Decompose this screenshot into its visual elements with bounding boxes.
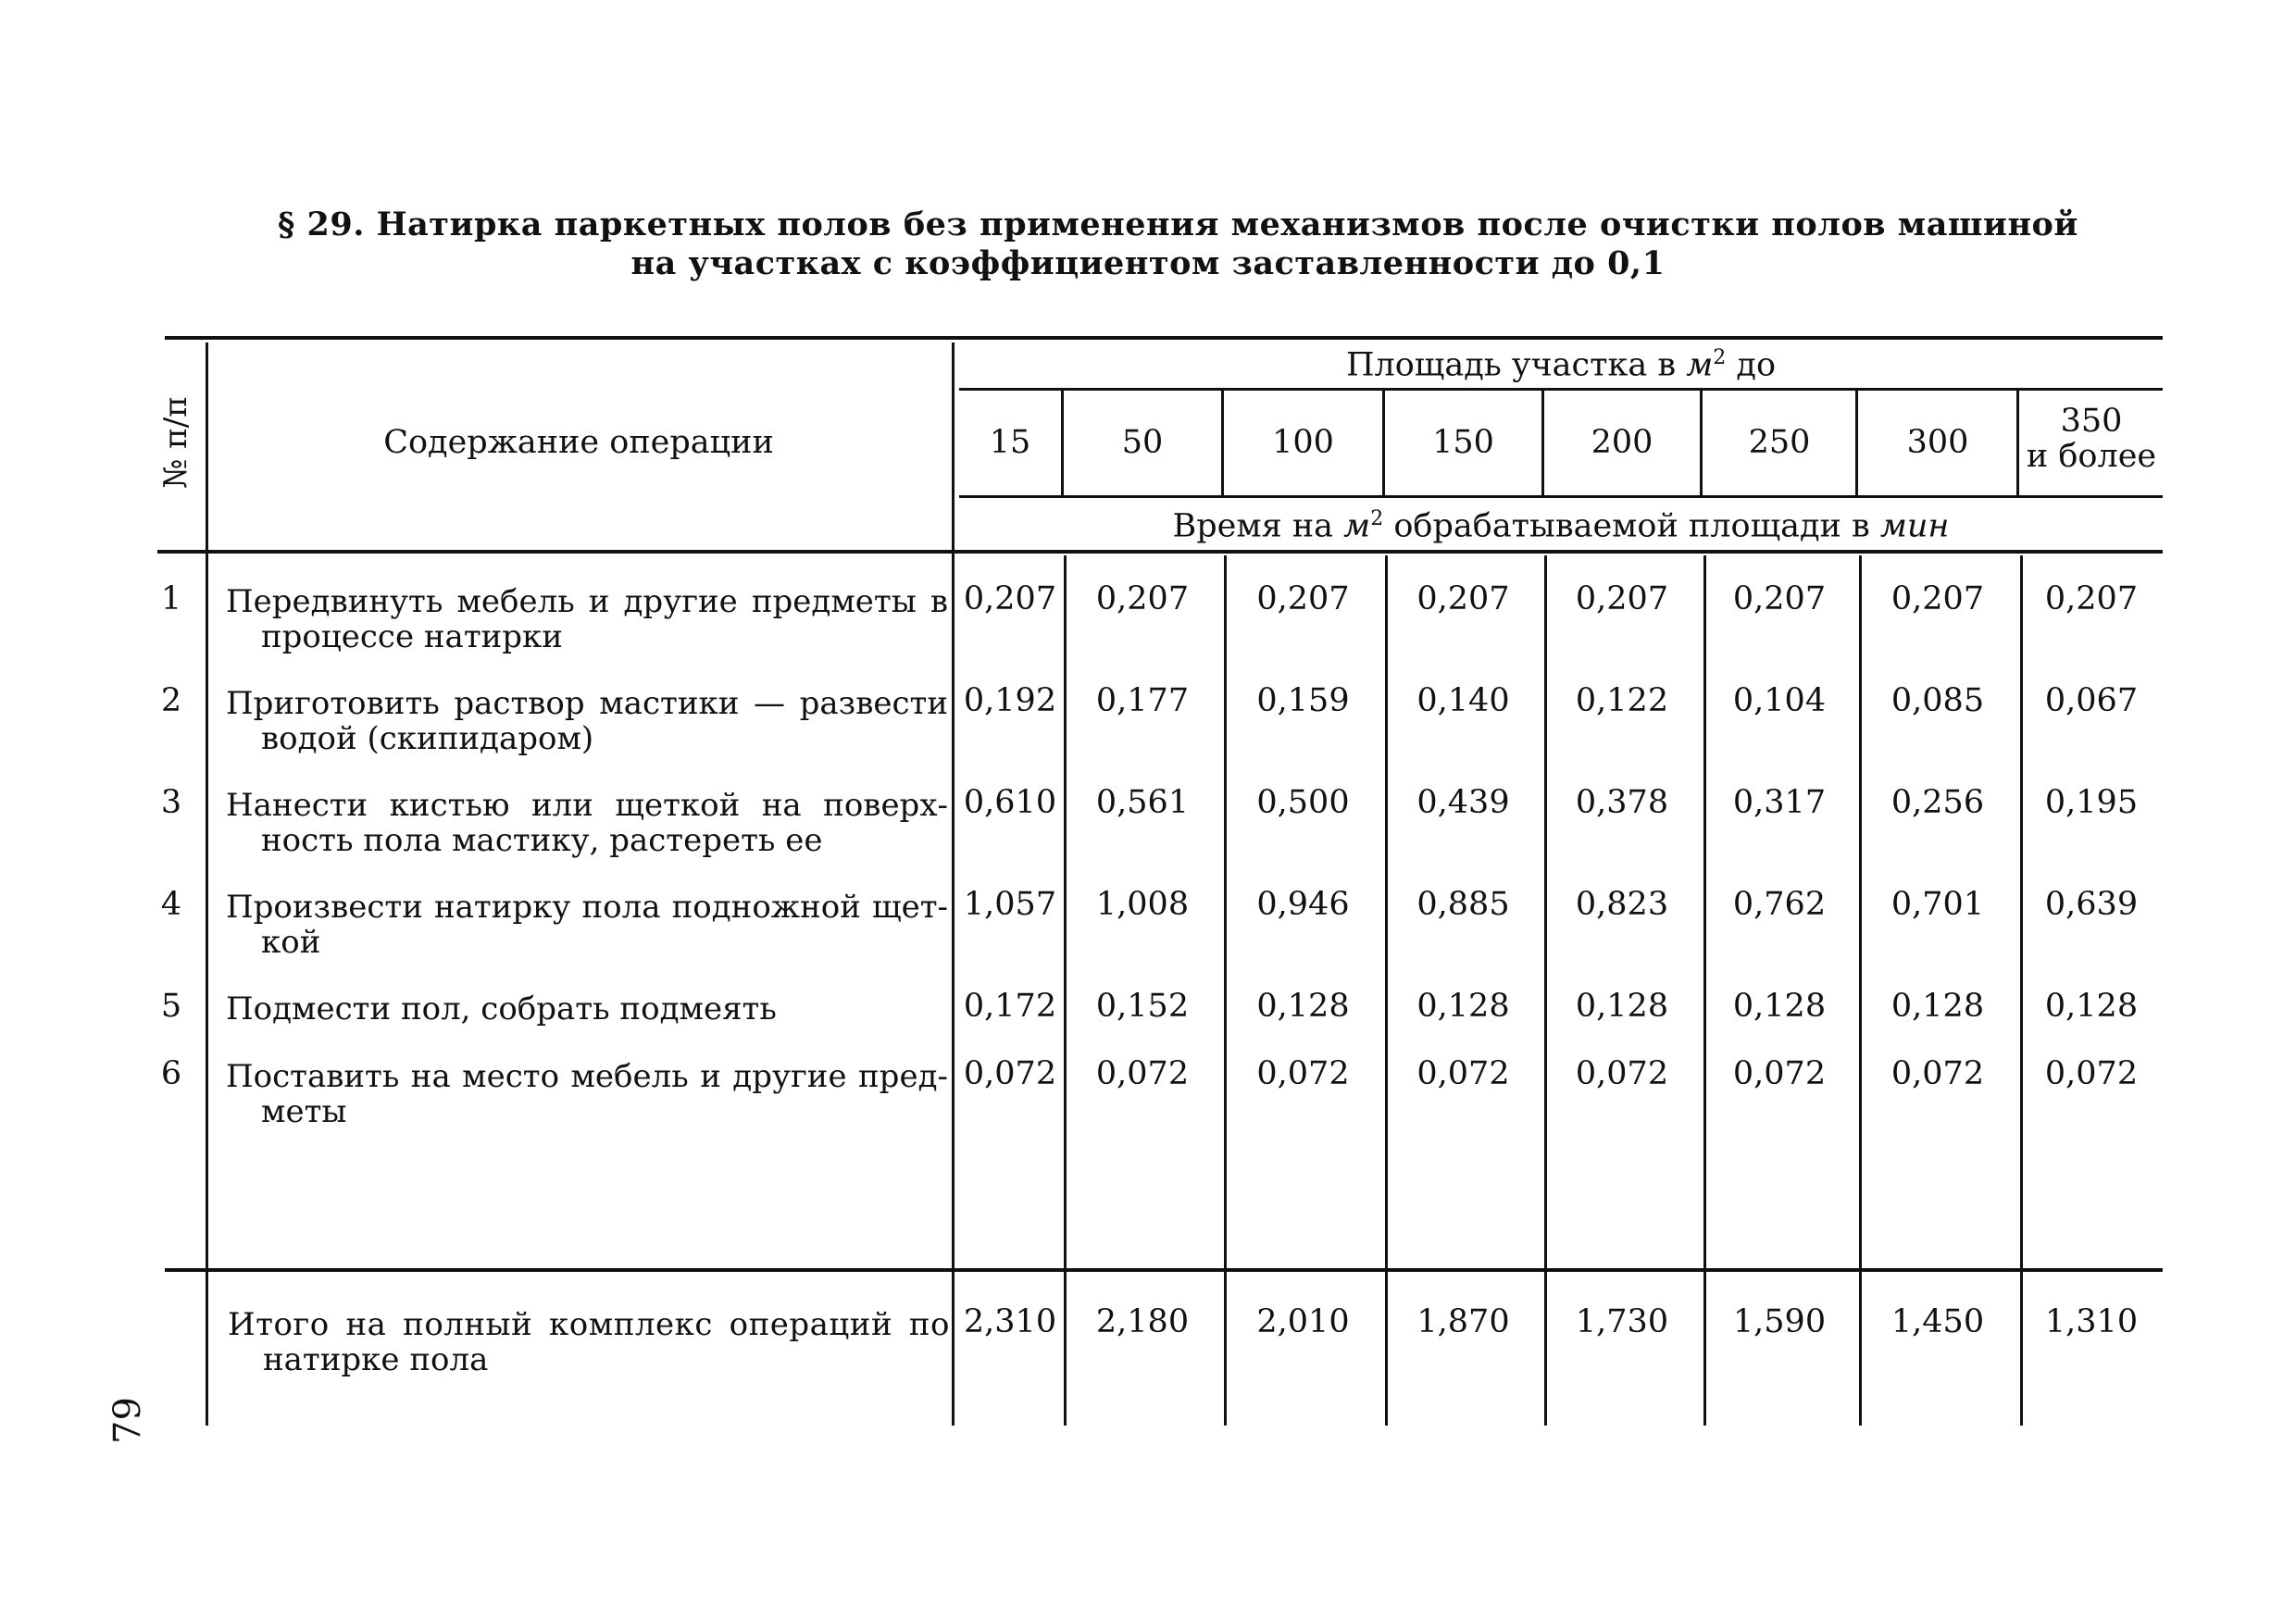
header-area-suffix: до	[1736, 346, 1777, 384]
table-cell-value: 0,639	[2044, 886, 2139, 923]
table-cell-value: 0,122	[1575, 682, 1669, 719]
total-line-1: Итого на полный комплекс операций по	[228, 1306, 950, 1343]
table-cell-value: 0,256	[1890, 784, 1985, 821]
total-cell-value: 1,730	[1575, 1303, 1669, 1340]
row-description	[226, 890, 948, 960]
num-column-rule	[206, 342, 208, 1426]
table-cell-value: 0,128	[1890, 988, 1985, 1025]
row-description-line-1: Произвести натирку пола подножной щет-	[226, 889, 948, 926]
row-description	[226, 788, 948, 858]
row-number: 1	[160, 580, 182, 617]
section-title	[278, 205, 2078, 283]
table-cell-value: 0,140	[1416, 682, 1510, 719]
header-time-mid: обрабатываемой площади в	[1393, 507, 1870, 545]
row-description	[226, 991, 948, 1027]
header-area-unit: м	[1686, 346, 1714, 384]
header-time-suffix: мин	[1879, 507, 1950, 545]
table-cell-value: 0,128	[1575, 988, 1669, 1025]
table-cell-value: 0,177	[1095, 682, 1190, 719]
header-area-prefix: Площадь участка в	[1345, 346, 1677, 384]
total-cell-value: 2,310	[963, 1303, 1057, 1340]
area-col-100: 100	[1272, 424, 1334, 461]
table-cell-value: 0,172	[963, 988, 1057, 1025]
col-rule-7	[2016, 391, 2019, 498]
total-cell-value: 1,450	[1890, 1303, 1985, 1340]
table-cell-value: 0,610	[963, 784, 1057, 821]
col-rule-6	[1855, 391, 1858, 498]
table-cell-value: 0,072	[1732, 1055, 1827, 1092]
row-description-line-1: Нанести кистью или щеткой на поверх-	[226, 787, 948, 824]
total-cell-value: 2,180	[1095, 1303, 1190, 1340]
table-cell-value: 0,946	[1256, 886, 1350, 923]
total-cell-value: 1,310	[2044, 1303, 2139, 1340]
header-area	[959, 346, 2163, 384]
table-cell-value: 0,085	[1890, 682, 1985, 719]
table-cell-value: 0,072	[1416, 1055, 1510, 1092]
area-values-rule	[959, 495, 2163, 498]
table-cell-value: 0,762	[1732, 886, 1827, 923]
header-time-sup: 2	[1370, 507, 1384, 530]
header-time-prefix: Время на	[1172, 507, 1334, 545]
table-cell-value: 0,104	[1732, 682, 1827, 719]
total-line-2: натирке пола	[263, 1341, 489, 1378]
title-line-2: на участках с коэффициентом заставленности до 0,1	[630, 244, 1666, 282]
area-col-15: 15	[989, 424, 1031, 461]
table-cell-value: 0,128	[1256, 988, 1350, 1025]
row-description	[226, 584, 948, 654]
area-col-200: 200	[1591, 424, 1653, 461]
table-cell-value: 0,439	[1416, 784, 1510, 821]
table-cell-value: 0,207	[1732, 580, 1827, 617]
table-cell-value: 0,072	[963, 1055, 1057, 1092]
header-time	[959, 507, 2163, 545]
table-cell-value: 0,378	[1575, 784, 1669, 821]
header-time-unit: м	[1343, 507, 1371, 545]
table-cell-value: 0,317	[1732, 784, 1827, 821]
table-cell-value: 0,207	[1095, 580, 1190, 617]
header-area-sup: 2	[1713, 346, 1727, 369]
table-cell-value: 1,008	[1095, 886, 1190, 923]
table-cell-value: 0,072	[1575, 1055, 1669, 1092]
table-cell-value: 0,128	[2044, 988, 2139, 1025]
row-description-line-1: Приготовить раствор мастики — развести	[226, 685, 948, 722]
table-cell-value: 0,195	[2044, 784, 2139, 821]
table-cell-value: 0,823	[1575, 886, 1669, 923]
page-number: 79	[106, 1397, 149, 1444]
row-number: 4	[160, 886, 182, 923]
row-description-line-2: меты	[261, 1093, 347, 1130]
table-cell-value: 0,072	[1890, 1055, 1985, 1092]
desc-column-rule	[952, 342, 955, 1426]
table-cell-value: 0,072	[2044, 1055, 2139, 1092]
table-cell-value: 0,067	[2044, 682, 2139, 719]
total-cell-value: 1,870	[1416, 1303, 1510, 1340]
table-cell-value: 0,207	[963, 580, 1057, 617]
col-rule-5	[1700, 391, 1703, 498]
row-number: 6	[160, 1055, 182, 1092]
row-description-line-2: водой (скипидаром)	[261, 720, 594, 757]
table-cell-value: 0,152	[1095, 988, 1190, 1025]
table-top-rule	[165, 336, 2163, 340]
table-cell-value: 0,885	[1416, 886, 1510, 923]
table-cell-value: 0,701	[1890, 886, 1985, 923]
area-col-150: 150	[1432, 424, 1494, 461]
title-line-1: § 29. Натирка паркетных полов без применения механизмов после очистки полов машиной	[278, 205, 2078, 243]
area-col-300: 300	[1906, 424, 1969, 461]
row-description-line-1: Поставить на место мебель и другие пред-	[226, 1058, 948, 1095]
row-description-line-1: Передвинуть мебель и другие предметы в	[226, 583, 948, 620]
table-cell-value: 0,500	[1256, 784, 1350, 821]
total-top-rule	[165, 1268, 2163, 1272]
header-number: № п/п	[157, 396, 194, 489]
row-description-line-2: кой	[261, 924, 321, 961]
row-description	[226, 1059, 948, 1129]
area-header-rule	[959, 388, 2163, 391]
table-cell-value: 0,192	[963, 682, 1057, 719]
row-description-line-2: процессе натирки	[261, 618, 563, 655]
area-col-50: 50	[1121, 424, 1164, 461]
header-description: Содержание операции	[383, 424, 774, 461]
table-cell-value: 0,207	[1575, 580, 1669, 617]
row-number: 5	[160, 988, 182, 1025]
total-cell-value: 2,010	[1256, 1303, 1350, 1340]
row-description-line-2: ность пола мастику, растереть ее	[261, 822, 823, 859]
area-col-250: 250	[1748, 424, 1811, 461]
header-bottom-rule	[157, 550, 2163, 554]
row-number: 3	[160, 784, 182, 821]
row-number: 2	[160, 682, 182, 719]
table-cell-value: 0,128	[1416, 988, 1510, 1025]
table-cell-value: 0,128	[1732, 988, 1827, 1025]
table-cell-value: 0,072	[1256, 1055, 1350, 1092]
table-cell-value: 0,561	[1095, 784, 1190, 821]
row-description-line-1: Подмести пол, собрать подмеять	[226, 990, 777, 1027]
table-cell-value: 0,159	[1256, 682, 1350, 719]
area-col-350-suffix: и более	[2026, 438, 2157, 475]
table-cell-value: 0,207	[1890, 580, 1985, 617]
table-cell-value: 0,072	[1095, 1055, 1190, 1092]
total-description	[228, 1307, 950, 1377]
table-cell-value: 0,207	[1416, 580, 1510, 617]
total-cell-value: 1,590	[1732, 1303, 1827, 1340]
area-col-350	[2020, 404, 2163, 474]
area-col-350-value: 350	[2060, 403, 2123, 440]
table-cell-value: 1,057	[963, 886, 1057, 923]
table-cell-value: 0,207	[1256, 580, 1350, 617]
table-cell-value: 0,207	[2044, 580, 2139, 617]
row-description	[226, 686, 948, 756]
